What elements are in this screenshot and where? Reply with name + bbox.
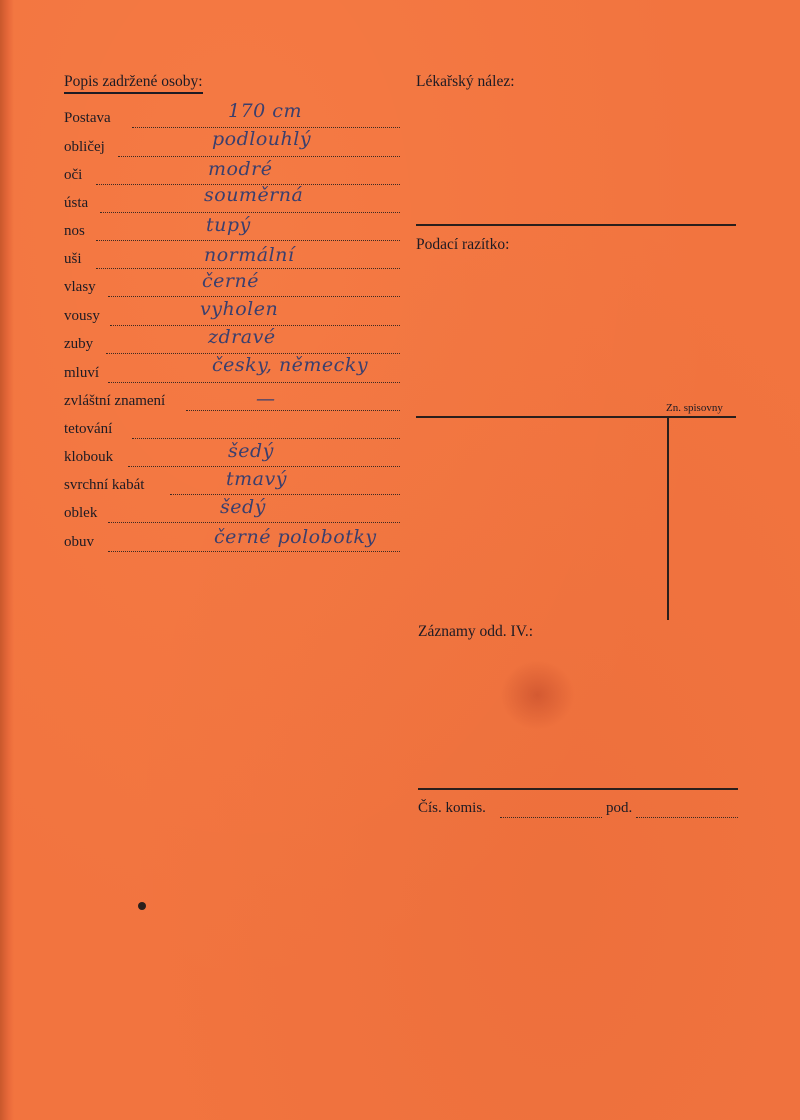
commission-number-line [500,816,602,818]
field-line [128,465,400,467]
field-label-vousy: vousy [64,308,100,324]
field-label-usta: ústa [64,195,89,211]
divider-line [416,224,736,226]
field-value-nos: tupý [206,214,251,236]
punch-hole [138,902,146,910]
stain-mark [500,660,575,730]
field-label-klobouk: klobouk [64,449,114,465]
field-line [108,550,400,552]
field-label-oblicej: obličej [64,139,105,155]
field-value-mluvi: česky, německy [212,354,369,376]
field-value-svrchni-kabat: tmavý [226,468,287,490]
field-line [96,267,400,269]
field-line [132,437,400,439]
field-line [118,155,400,157]
under-line [636,816,738,818]
field-label-zvlastni-znameni: zvláštní znamení [64,393,166,409]
field-value-zuby: zdravé [208,326,276,348]
file-mark-label: Zn. spisovny [666,402,723,414]
field-value-oblicej: podlouhlý [212,128,312,150]
field-value-vlasy: černé [202,270,259,292]
field-label-nos: nos [64,223,85,239]
divider-line [416,416,736,418]
records-title: Záznamy odd. IV.: [418,623,534,640]
field-label-postava: Postava [64,110,111,126]
field-value-zvlastni-znameni: — [256,388,276,410]
field-line [186,409,400,411]
field-label-tetovani: tetování [64,421,113,437]
field-label-oblek: oblek [64,505,98,521]
field-label-oci: oči [64,167,83,183]
stamp-title: Podací razítko: [416,236,510,253]
person-description-title: Popis zadržené osoby: [64,73,203,94]
field-value-oci: modré [208,158,273,180]
under-label: pod. [606,800,633,816]
field-value-klobouk: šedý [228,440,274,462]
field-label-vlasy: vlasy [64,279,96,295]
field-value-oblek: šedý [220,496,266,518]
field-line [108,295,400,297]
divider-line [418,788,738,790]
field-line [108,521,400,523]
field-label-zuby: zuby [64,336,94,352]
field-line [96,239,400,241]
medical-findings-title: Lékařský nález: [416,73,515,90]
field-line [170,493,400,495]
field-value-obuv: černé polobotky [214,526,377,548]
field-value-usi: normální [204,244,295,266]
field-value-usta: souměrná [204,184,304,206]
vertical-divider [667,418,669,620]
field-line [108,381,400,383]
field-label-svrchni-kabat: svrchní kabát [64,477,145,493]
paper-edge [0,0,14,1120]
field-label-obuv: obuv [64,534,94,550]
field-label-usi: uši [64,251,82,267]
field-value-postava: 170 cm [228,100,302,122]
field-value-vousy: vyholen [200,298,279,320]
commission-number-label: Čís. komis. [418,800,486,816]
field-line [100,211,400,213]
field-label-mluvi: mluví [64,365,100,381]
